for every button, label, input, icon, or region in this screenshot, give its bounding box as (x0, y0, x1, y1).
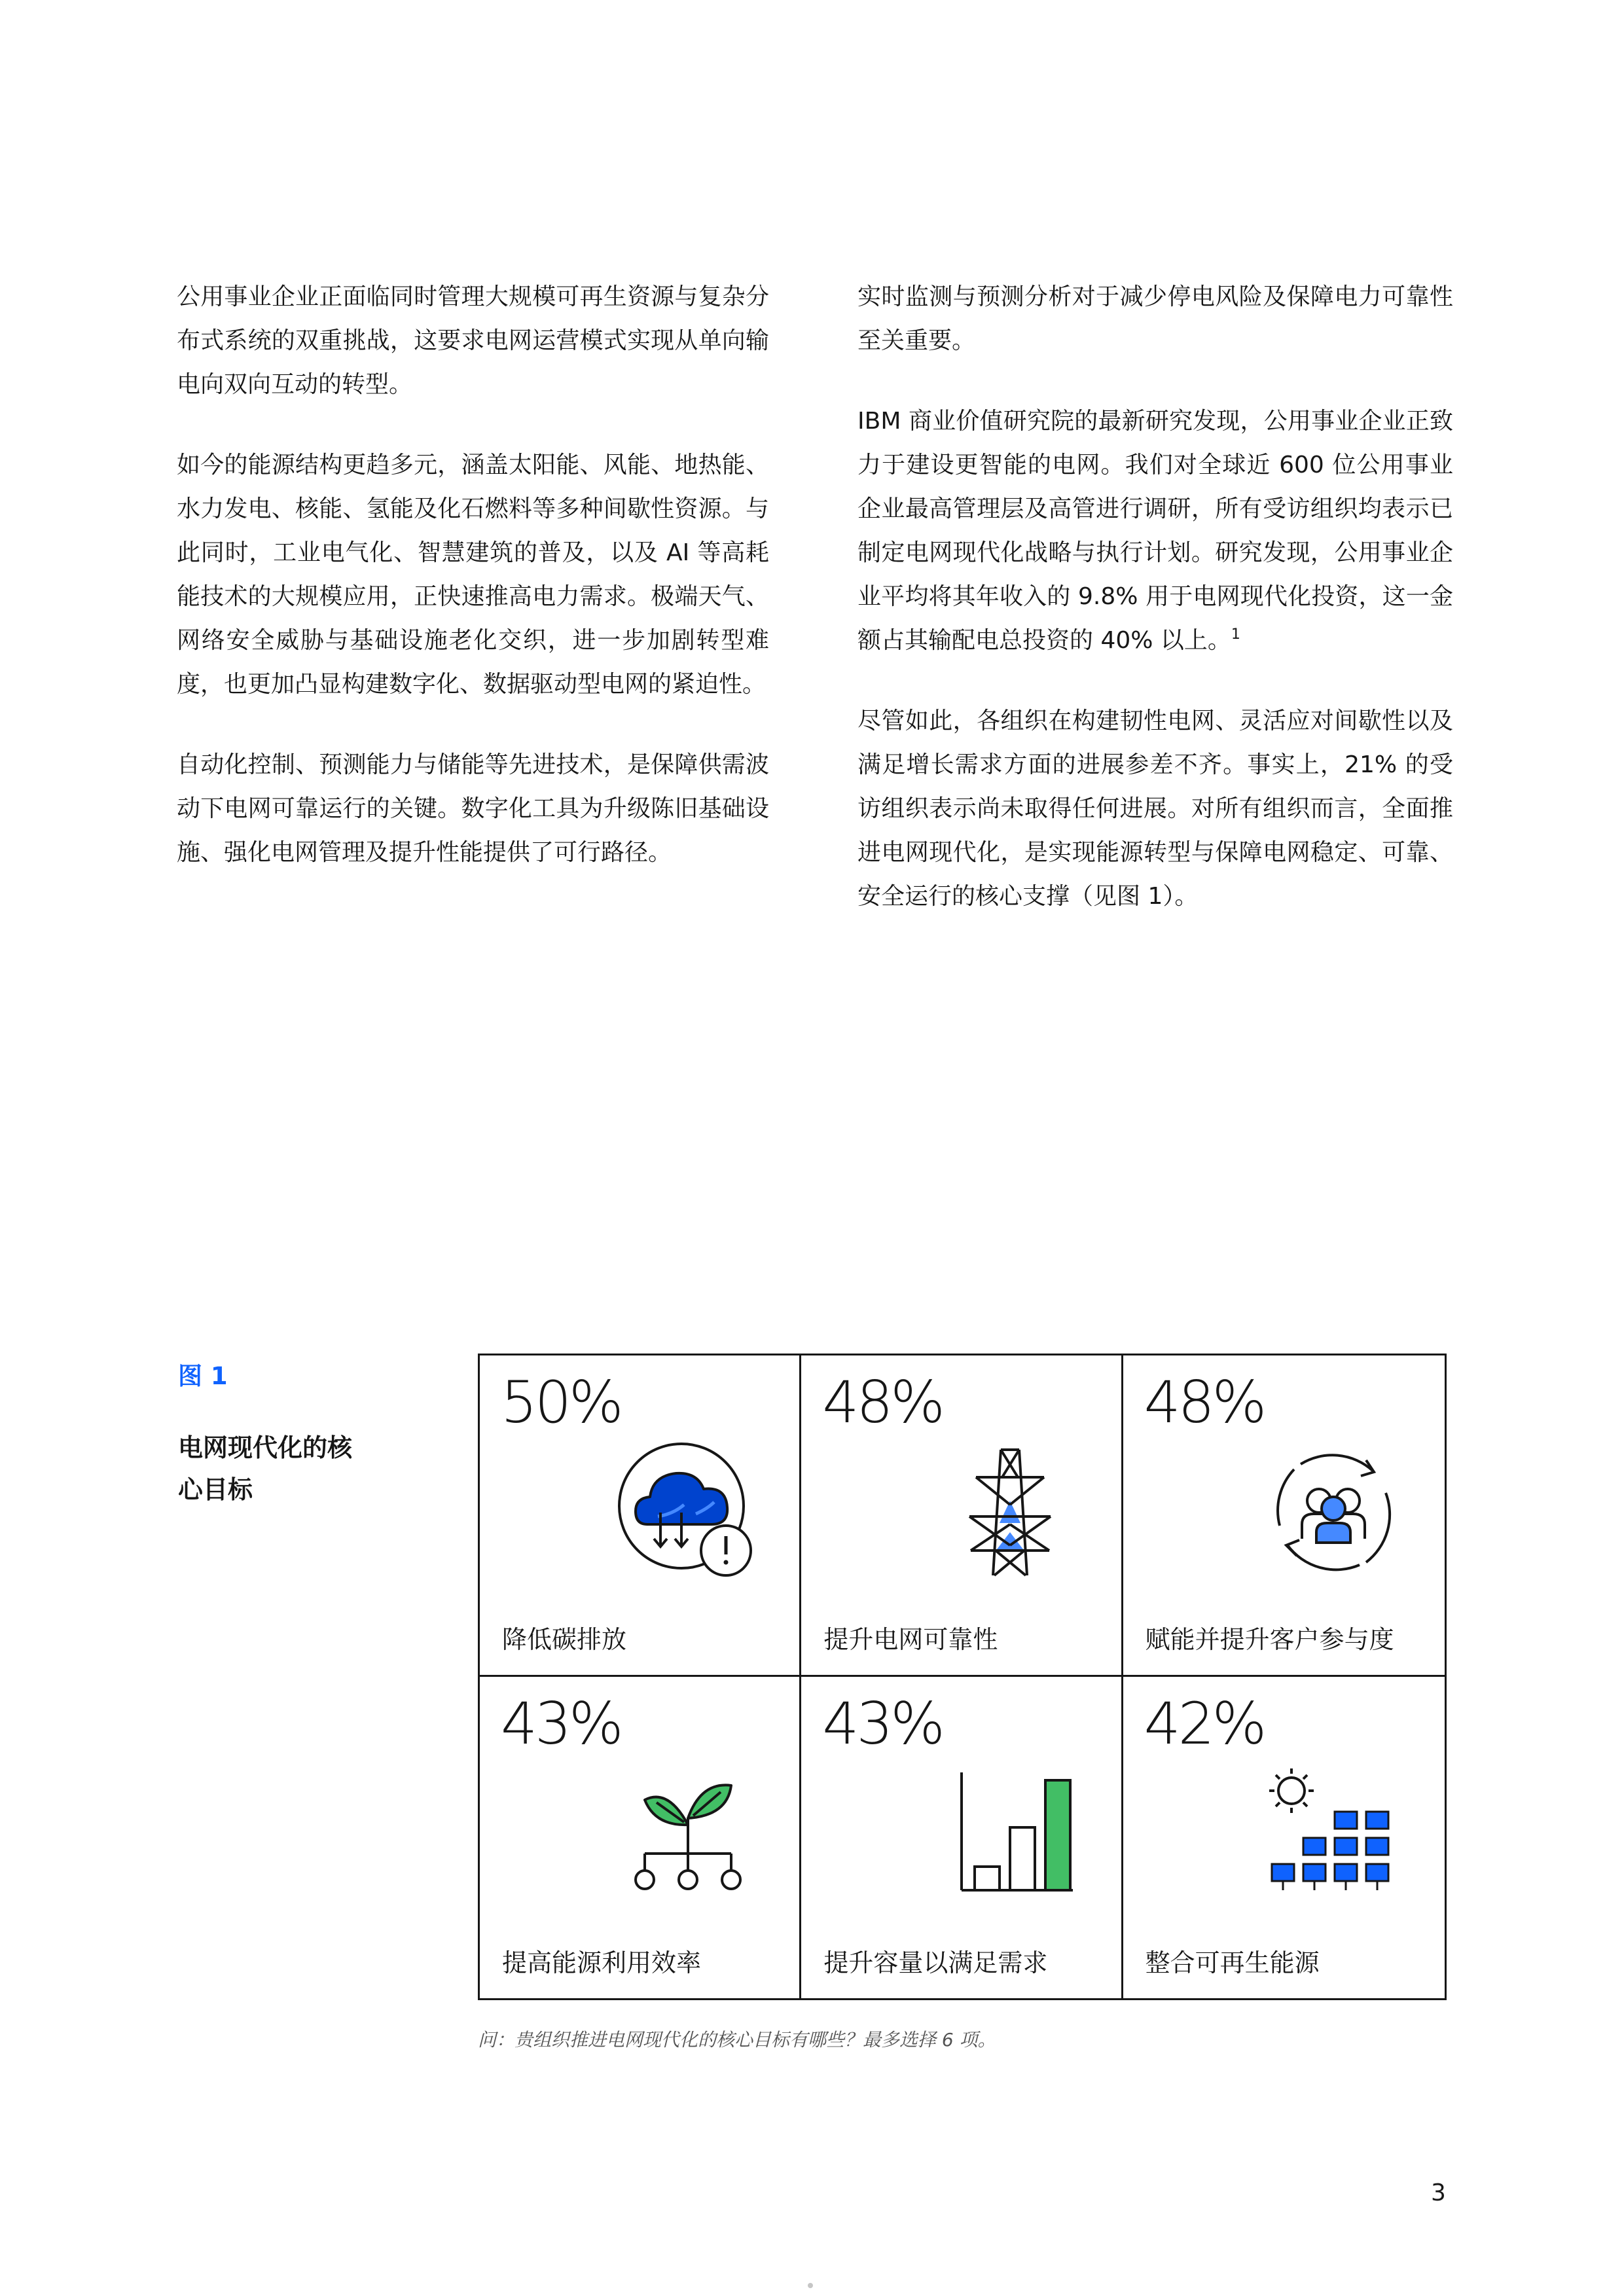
customer-engagement-icon (1261, 1441, 1405, 1585)
cloud-alert-icon (616, 1441, 760, 1585)
body-left-column (177, 275, 769, 911)
stat-cell (1123, 1677, 1445, 1998)
figure-number: 图 1 (178, 1362, 228, 1390)
stat-label: 整合可再生能源 (1145, 1948, 1320, 1977)
stat-cell (480, 1677, 801, 1998)
stat-label: 提升电网可靠性 (823, 1625, 998, 1654)
stat-label: 提升容量以满足需求 (823, 1948, 1048, 1977)
stat-value: 43% (501, 1690, 621, 1757)
stat-label: 赋能并提升客户参与度 (1145, 1625, 1394, 1654)
transmission-tower-icon (938, 1441, 1082, 1585)
stat-value: 43% (822, 1690, 943, 1757)
stat-cell (801, 1677, 1123, 1998)
figure-grid (478, 1354, 1447, 2000)
paragraph-text: IBM 商业价值研究院的最新研究发现，公用事业企业正致力于建设更智能的电网。我们对全球近 600 位公用事业企业最高管理层及高管进行调研，所有受访组织均表示已制定电网现代化战略与执行计划。研究发现，公用事业企业平均将其年收入的 9.8% 用于电网现代化投资，这一金额占其输配电总投资的 40% 以上。 (857, 408, 1453, 654)
footnote-marker[interactable]: 1 (1231, 626, 1240, 643)
page-marker (808, 2283, 813, 2288)
stat-label: 提高能源利用效率 (502, 1948, 702, 1977)
solar-panels-icon (1261, 1762, 1405, 1906)
stat-label: 降低碳排放 (502, 1625, 627, 1654)
paragraph: 如今的能源结构更趋多元，涵盖太阳能、风能、地热能、水力发电、核能、氢能及化石燃料等多种间歇性资源。与此同时，工业电气化、智慧建筑的普及，以及 AI 等高耗能技术的大规模应用，正快速推高电力需求。极端天气、网络安全威胁与基础设施老化交织，进一步加剧转型难度，也更加凸显构建数字化、数据驱动型电网的紧迫性。 (177, 452, 769, 698)
stat-cell (1123, 1355, 1445, 1677)
stat-cell (480, 1355, 801, 1677)
body-right-column (857, 275, 1453, 955)
figure-note: 问：贵组织推进电网现代化的核心目标有哪些？最多选择 6 项。 (478, 2029, 996, 2051)
figure-title: 电网现代化的核心目标 (178, 1433, 353, 1504)
paragraph (857, 399, 1453, 662)
stat-value: 48% (822, 1369, 943, 1436)
stat-value: 48% (1144, 1369, 1265, 1436)
plant-network-icon (616, 1762, 760, 1906)
paragraph: 自动化控制、预测能力与储能等先进技术，是保障供需波动下电网可靠运行的关键。数字化工具为升级陈旧基础设施、强化电网管理及提升性能提供了可行路径。 (177, 751, 769, 866)
bar-growth-icon (938, 1762, 1082, 1906)
paragraph: 实时监测与预测分析对于减少停电风险及保障电力可靠性至关重要。 (857, 283, 1453, 354)
stat-cell (801, 1355, 1123, 1677)
paragraph: 公用事业企业正面临同时管理大规模可再生资源与复杂分布式系统的双重挑战，这要求电网运营模式实现从单向输电向双向互动的转型。 (177, 283, 769, 398)
paragraph: 尽管如此，各组织在构建韧性电网、灵活应对间歇性以及满足增长需求方面的进展参差不齐。事实上，21% 的受访组织表示尚未取得任何进展。对所有组织而言，全面推进电网现代化，是实现能源转型与保障电网稳定、可靠、安全运行的核心支撑（见图 1）。 (857, 708, 1453, 910)
page-number: 3 (1431, 2179, 1446, 2206)
stat-value: 42% (1144, 1690, 1265, 1757)
stat-value: 50% (501, 1369, 621, 1436)
